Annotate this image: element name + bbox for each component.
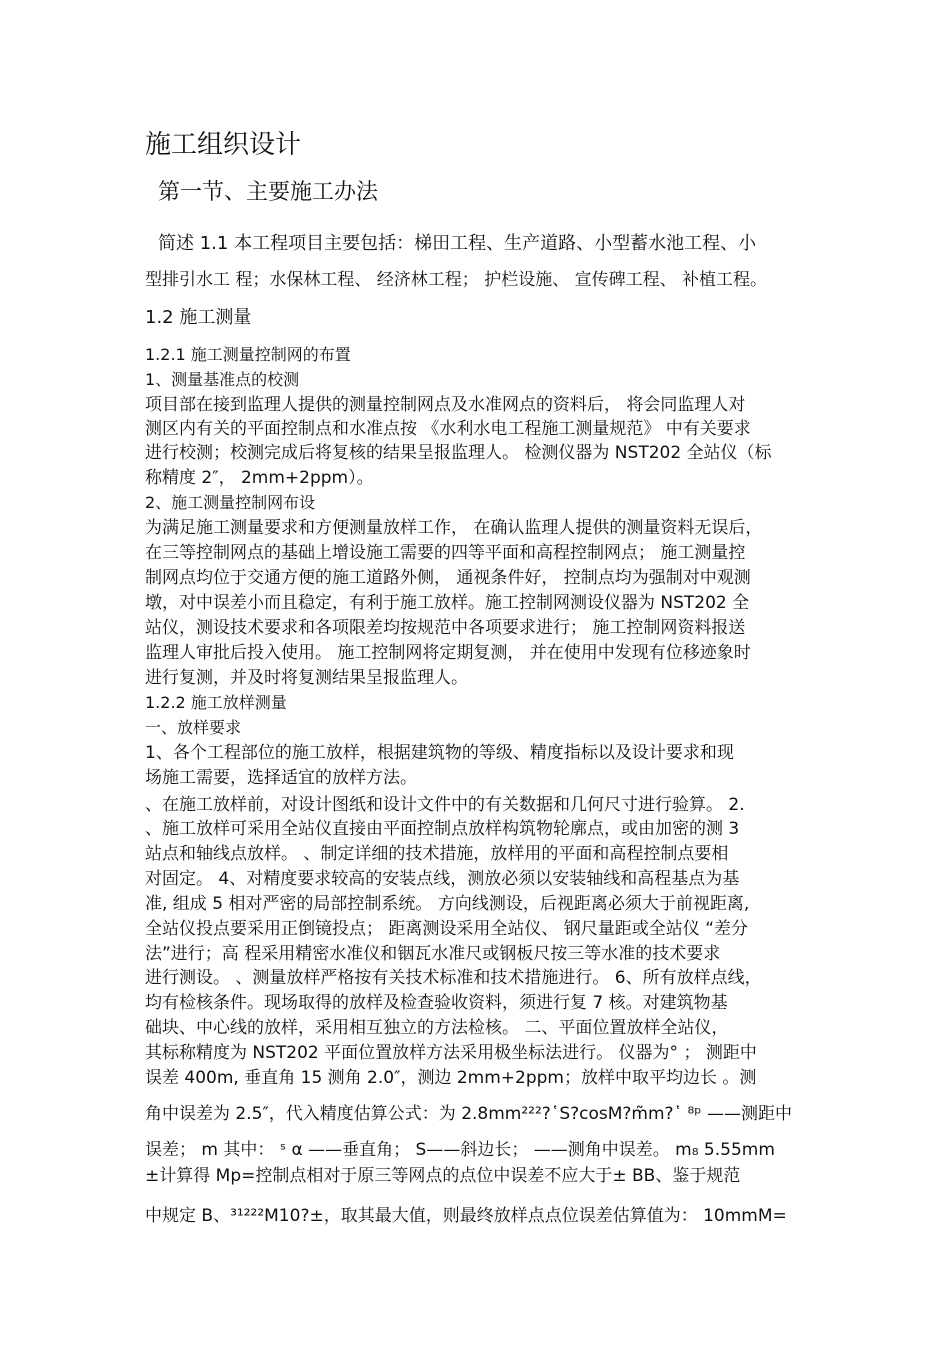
paragraph-line: 全站仪投点要采用正倒镜投点； 距离测设采用全站仪、 钢尺量距或全站仪 “差分 — [145, 919, 749, 939]
paragraph-line: 对固定。 4、对精度要求较高的安装点线，测放必须以安装轴线和高程基点为基 — [145, 869, 740, 889]
paragraph-line: 中规定 B、³¹²²²M10?±，取其最大值，则最终放样点点位误差估算值为： 10mmM= — [145, 1206, 787, 1226]
paragraph-line: 制网点均位于交通方便的施工道路外侧， 通视条件好， 控制点均为强制对中观测 — [145, 568, 751, 588]
paragraph-line: 一、放样要求 — [145, 718, 242, 737]
paragraph-line: 2、施工测量控制网布设 — [145, 493, 316, 512]
subsection-heading: 1.2.1 施工测量控制网的布置 — [145, 345, 351, 364]
paragraph-line: 墩，对中误差小而且稳定，有利于施工放样。施工控制网测设仪器为 NST202 全 — [145, 593, 750, 613]
paragraph-line: 简述 1.1 本工程项目主要包括：梯田工程、生产道路、小型蓄水池工程、小 — [158, 233, 757, 254]
paragraph-line: 站仪，测设技术要求和各项限差均按规范中各项要求进行； 施工控制网资料报送 — [145, 618, 746, 638]
paragraph-line: 、施工放样可采用全站仪直接由平面控制点放样构筑物轮廓点，或由加密的测 3 — [145, 819, 740, 839]
paragraph-line: ±计算得 Mp=控制点相对于原三等网点的点位中误差不应大于± BB、鉴于规范 — [145, 1166, 741, 1186]
subsection-heading: 1.2.2 施工放样测量 — [145, 693, 287, 712]
paragraph-line: 础块、中心线的放样，采用相互独立的方法检核。 二、平面位置放样全站仪， — [145, 1018, 729, 1038]
document-title: 施工组织设计 — [145, 130, 302, 160]
paragraph-line: 站点和轴线点放样。 、制定详细的技术措施，放样用的平面和高程控制点要相 — [145, 844, 729, 864]
paragraph-line: 1、测量基准点的校测 — [145, 370, 300, 389]
paragraph-line: 测区内有关的平面控制点和水准点按 《水利水电工程施工测量规范》 中有关要求 — [145, 419, 751, 439]
paragraph-line: 场施工需要，选择适宜的放样方法。 — [145, 768, 417, 788]
paragraph-line: 进行复测，并及时将复测结果呈报监理人。 — [145, 668, 468, 688]
paragraph-line: 进行测设。 、测量放样严格按有关技术标准和技术措施进行。 6、所有放样点线， — [145, 968, 762, 988]
paragraph-line: 均有检核条件。现场取得的放样及检查验收资料，须进行复 7 核。对建筑物基 — [145, 993, 728, 1013]
paragraph-line: 法”进行；高 程采用精密水准仪和铟瓦水准尺或钢板尺按三等水准的技术要求 — [145, 944, 721, 964]
paragraph-line: 误差； m 其中： ˢ α ——垂直角； S——斜边长； ——测角中误差。 m₈ 5.55mm — [145, 1140, 775, 1160]
paragraph-line: 进行校测；校测完成后将复核的结果呈报监理人。 检测仪器为 NST202 全站仪（标 — [145, 443, 772, 463]
paragraph-line: 、在施工放样前，对设计图纸和设计文件中的有关数据和几何尺寸进行验算。 2. — [145, 795, 745, 815]
paragraph-line: 为满足施工测量要求和方便测量放样工作， 在确认监理人提供的测量资料无误后， — [145, 518, 763, 538]
paragraph-line: 称精度 2″， 2mm+2ppm）。 — [145, 468, 374, 488]
paragraph-line: 项目部在接到监理人提供的测量控制网点及水准网点的资料后， 将会同监理人对 — [145, 395, 746, 415]
subsection-heading: 1.2 施工测量 — [145, 307, 252, 328]
paragraph-line: 在三等控制网点的基础上增设施工需要的四等平面和高程控制网点； 施工测量控 — [145, 543, 746, 563]
paragraph-line: 角中误差为 2.5″，代入精度估算公式：为 2.8mm²²²?῾S?cosM?m̃m?῾ ⁸ᵖ ——测距中 — [145, 1104, 792, 1124]
paragraph-line: 型排引水工 程；水保林工程、 经济林工程； 护栏设施、 宣传碑工程、 补植工程。 — [145, 270, 768, 290]
section-heading: 第一节、主要施工办法 — [158, 180, 379, 205]
paragraph-line: 1、各个工程部位的施工放样，根据建筑物的等级、精度指标以及设计要求和现 — [145, 743, 734, 763]
paragraph-line: 监理人审批后投入使用。 施工控制网将定期复测， 并在使用中发现有位移迹象时 — [145, 643, 751, 663]
paragraph-line: 误差 400m, 垂直角 15 测角 2.0″，测边 2mm+2ppm；放样中取平均边长 。测 — [145, 1068, 757, 1088]
paragraph-line: 准, 组成 5 相对严密的局部控制系统。 方向线测设，后视距离必须大于前视距离, — [145, 894, 750, 914]
paragraph-line: 其标称精度为 NST202 平面位置放样方法采用极坐标法进行。 仪器为° ； 测距中 — [145, 1043, 757, 1063]
